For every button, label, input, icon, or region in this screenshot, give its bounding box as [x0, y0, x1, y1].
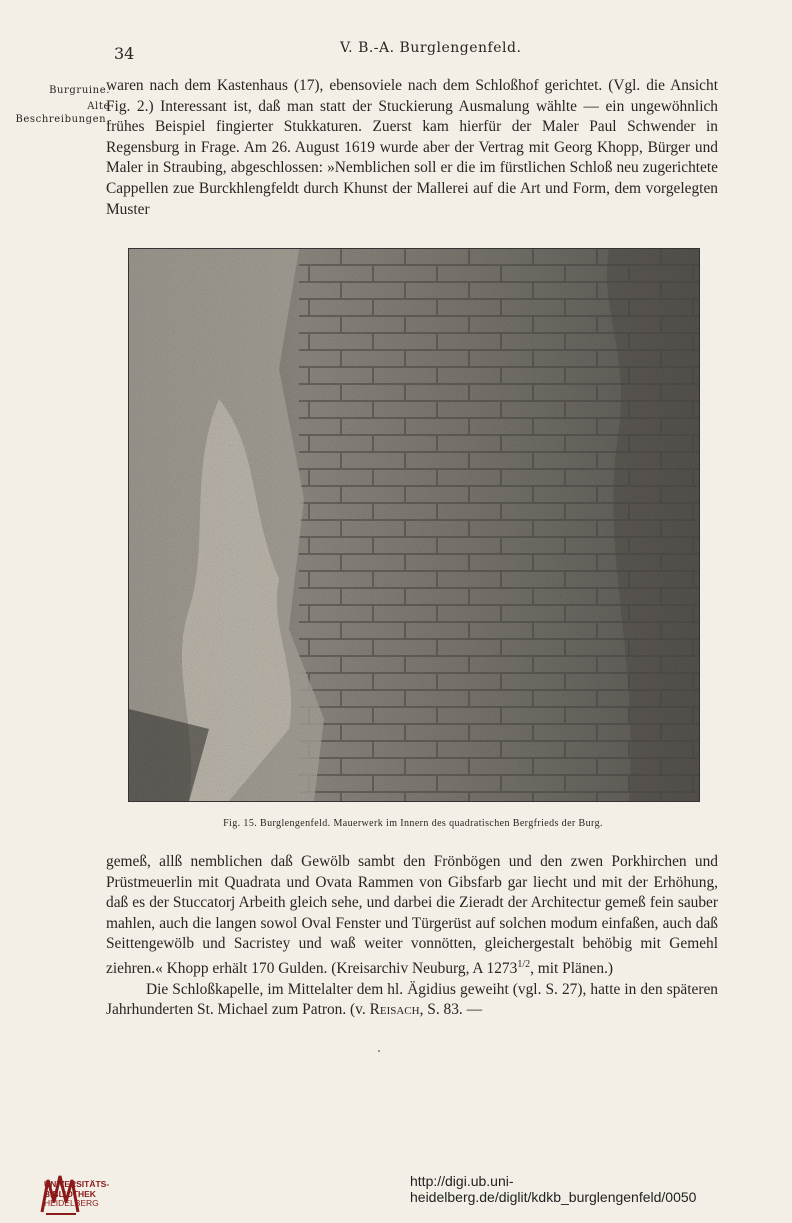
- logo-line-1: UNIVERSITÄTS-: [44, 1179, 110, 1189]
- source-url-link[interactable]: http://digi.ub.uni-heidelberg.de/diglit/kdkb_burglengenfeld/0050: [410, 1173, 697, 1205]
- bottom-paragraphs: [106, 852, 718, 1021]
- top-paragraph-text: waren nach dem Kastenhaus (17), ebensoviele nach dem Schloßhof gerichtet. (Vgl. die Ansicht Fig. 2.) Interessant ist, daß man statt der Stuckierung Ausmalung wählte — ein ungewöhnlich frühes Beispiel fingierter Stukkaturen. Zuerst kam hierfür der Maler Paul Schwender in Regensburg in Frage. Am 26. August 1619 wurde aber der Vertrag mit Georg Khopp, Bürger und Maler in Straubing, abgeschlossen: »Nemblichen soll er die im fürstlichen Schloß neu zugerichtete Cappellen zue Burckhlengfeldt durch Khunst der Mallerei auf die Art und Form, dem vorgelegten Muster: [106, 77, 718, 218]
- margin-note-alte-beschreibungen: Alte Beschreibungen.: [15, 101, 110, 125]
- bottom-paragraph-1-tail: , mit Plänen.): [530, 960, 614, 978]
- page-speck: [378, 1050, 380, 1052]
- figure-masonry-photo: [128, 248, 700, 802]
- bottom-paragraph-2-text: Die Schloßkapelle, im Mittelalter dem hl. Ägidius geweiht (vgl. S. 27), hatte in den späteren Jahrhunderten St. Michael zum Patron. (v.: [106, 980, 718, 1019]
- library-logo-text: [44, 1180, 109, 1209]
- masonry-photo-image: [129, 249, 699, 801]
- bottom-paragraph-2: [106, 980, 718, 1021]
- page-number: 34: [114, 44, 135, 63]
- top-paragraph: [106, 76, 718, 220]
- fraction-half: 1/2: [517, 958, 531, 970]
- running-head: V. B.-A. Burglengenfeld.: [340, 40, 522, 56]
- logo-line-2: BIBLIOTHEK: [44, 1188, 96, 1199]
- bottom-paragraph-2-tail: , S. 83. —: [419, 1001, 483, 1019]
- bottom-paragraph-1-text: gemeß, allß nemblichen daß Gewölb sambt den Frönbögen und den zwen Porkhirchen und Prüstmeuerlin mit Quadrata und Ovata Rammen von Gibsfarb gar liecht und mit der Erhöhung, daß es der Stuccatorj Arbeith gleich sehe, und darbei die Zieradt der Architectur gemeß fein sauber mahlen, auch die langen sowol Oval Fenster und Türgerüst auf solchen modum einfaßen, auch daß Seittengewölb und Sacristey und waß weiter vonnötten, gleichergestalt behöbig mit Gemehl ziehren.« Khopp erhält 170 Gulden. (Kreisarchiv Neuburg, A 1273: [106, 853, 718, 978]
- logo-line-3: HEIDELBERG: [44, 1198, 99, 1208]
- margin-note-burgruine: Burgruine.: [49, 85, 110, 96]
- bottom-paragraph-1: [106, 852, 718, 980]
- figure-caption: Fig. 15. Burglengenfeld. Mauerwerk im Innern des quadratischen Bergfrieds der Burg.: [223, 818, 603, 829]
- author-reisach: Reisach: [369, 1001, 420, 1019]
